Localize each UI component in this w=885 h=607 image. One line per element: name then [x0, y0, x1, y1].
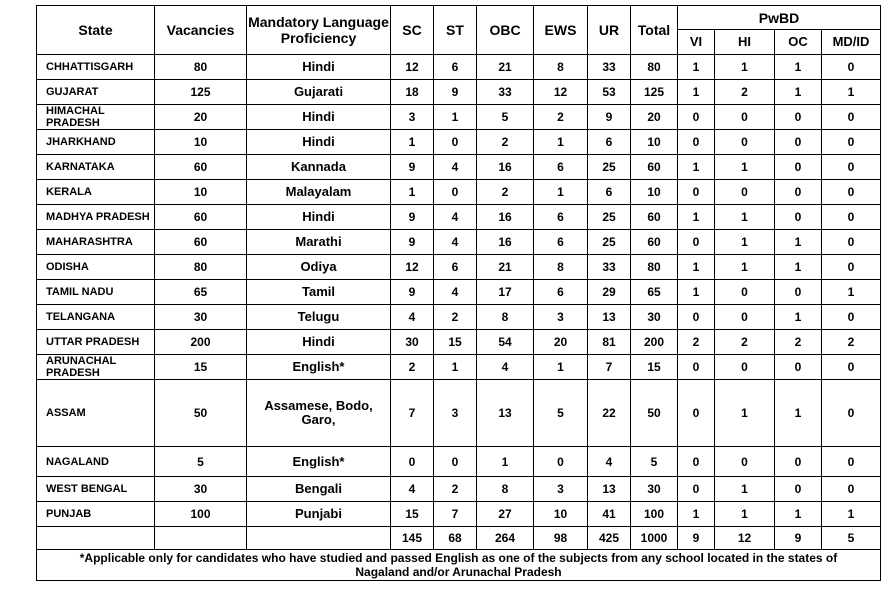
cell-vacancies: 15 [155, 355, 247, 380]
cell-state: GUJARAT [37, 80, 155, 105]
cell-language: Tamil [247, 280, 391, 305]
cell-st: 4 [434, 230, 477, 255]
cell-st: 0 [434, 130, 477, 155]
cell-total: 100 [631, 502, 678, 527]
cell-mdid: 1 [822, 502, 881, 527]
cell-oc: 0 [775, 477, 822, 502]
cell-hi: 2 [715, 330, 775, 355]
cell-obc: 16 [477, 230, 534, 255]
cell-vacancies: 20 [155, 105, 247, 130]
table-row [37, 130, 881, 155]
cell-oc: 0 [775, 130, 822, 155]
cell-ews: 3 [534, 477, 588, 502]
cell-ur: 25 [588, 230, 631, 255]
total-total: 1000 [631, 527, 678, 550]
cell-obc: 27 [477, 502, 534, 527]
cell-ur: 7 [588, 355, 631, 380]
cell-ews: 1 [534, 130, 588, 155]
table-row [37, 380, 881, 447]
header-obc: OBC [477, 6, 534, 55]
cell-language: Hindi [247, 55, 391, 80]
header-ur: UR [588, 6, 631, 55]
cell-hi: 0 [715, 447, 775, 477]
cell-hi: 0 [715, 305, 775, 330]
cell-vacancies: 10 [155, 180, 247, 205]
cell-vacancies: 100 [155, 502, 247, 527]
cell-language: Gujarati [247, 80, 391, 105]
total-st: 68 [434, 527, 477, 550]
table-row [37, 447, 881, 477]
cell-ews: 3 [534, 305, 588, 330]
cell-mdid: 0 [822, 477, 881, 502]
table-row [37, 280, 881, 305]
cell-vacancies: 30 [155, 305, 247, 330]
cell-vi: 0 [678, 477, 715, 502]
cell-st: 15 [434, 330, 477, 355]
cell-obc: 2 [477, 180, 534, 205]
footnote: *Applicable only for candidates who have studied and passed English as one of the subjects from any school located in the states of Nagaland and/or Arunachal Pradesh [37, 550, 881, 581]
cell-language: Kannada [247, 155, 391, 180]
cell-language: Assamese, Bodo, Garo, [247, 380, 391, 447]
table-header [37, 6, 881, 55]
cell-hi: 2 [715, 80, 775, 105]
table-row [37, 205, 881, 230]
cell-st: 2 [434, 305, 477, 330]
cell-vi: 0 [678, 130, 715, 155]
cell-sc: 1 [391, 130, 434, 155]
cell-ur: 13 [588, 477, 631, 502]
cell-sc: 12 [391, 255, 434, 280]
cell-state: ARUNACHAL PRADESH [37, 355, 155, 380]
cell-hi: 1 [715, 155, 775, 180]
cell-hi: 0 [715, 355, 775, 380]
table-row [37, 155, 881, 180]
cell-total: 15 [631, 355, 678, 380]
cell-oc: 1 [775, 305, 822, 330]
cell-vi: 1 [678, 255, 715, 280]
cell-sc: 30 [391, 330, 434, 355]
cell-total: 65 [631, 280, 678, 305]
table-row [37, 305, 881, 330]
cell-ur: 81 [588, 330, 631, 355]
cell-total: 20 [631, 105, 678, 130]
total-obc: 264 [477, 527, 534, 550]
table-row [37, 55, 881, 80]
table-footer [37, 527, 881, 581]
cell-st: 4 [434, 205, 477, 230]
cell-ews: 6 [534, 230, 588, 255]
cell-vi: 0 [678, 447, 715, 477]
cell-vi: 0 [678, 355, 715, 380]
cell-sc: 9 [391, 205, 434, 230]
cell-st: 0 [434, 180, 477, 205]
cell-vi: 1 [678, 502, 715, 527]
cell-obc: 16 [477, 155, 534, 180]
cell-language: English* [247, 355, 391, 380]
header-sc: SC [391, 6, 434, 55]
cell-ews: 20 [534, 330, 588, 355]
cell-language: Hindi [247, 330, 391, 355]
cell-total: 60 [631, 230, 678, 255]
cell-ur: 25 [588, 155, 631, 180]
cell-total: 5 [631, 447, 678, 477]
cell-ur: 13 [588, 305, 631, 330]
cell-obc: 4 [477, 355, 534, 380]
cell-state: ODISHA [37, 255, 155, 280]
cell-ur: 53 [588, 80, 631, 105]
cell-vacancies: 125 [155, 80, 247, 105]
cell-obc: 5 [477, 105, 534, 130]
cell-vacancies: 50 [155, 380, 247, 447]
header-total: Total [631, 6, 678, 55]
header-ews: EWS [534, 6, 588, 55]
cell-total: 30 [631, 305, 678, 330]
cell-obc: 21 [477, 255, 534, 280]
cell-language: Hindi [247, 130, 391, 155]
cell-total: 80 [631, 55, 678, 80]
cell-ur: 4 [588, 447, 631, 477]
cell-sc: 1 [391, 180, 434, 205]
cell-oc: 1 [775, 502, 822, 527]
cell-vi: 0 [678, 305, 715, 330]
cell-st: 4 [434, 280, 477, 305]
cell-ews: 5 [534, 380, 588, 447]
cell-st: 2 [434, 477, 477, 502]
cell-st: 9 [434, 80, 477, 105]
cell-sc: 18 [391, 80, 434, 105]
table-row [37, 105, 881, 130]
cell-sc: 12 [391, 55, 434, 80]
cell-total: 60 [631, 205, 678, 230]
cell-ur: 6 [588, 130, 631, 155]
cell-language: Marathi [247, 230, 391, 255]
cell-oc: 0 [775, 447, 822, 477]
totals-blank-vacancies [155, 527, 247, 550]
cell-state: JHARKHAND [37, 130, 155, 155]
cell-ur: 33 [588, 55, 631, 80]
cell-language: Hindi [247, 105, 391, 130]
cell-vacancies: 200 [155, 330, 247, 355]
cell-language: Odiya [247, 255, 391, 280]
cell-ews: 0 [534, 447, 588, 477]
cell-mdid: 0 [822, 180, 881, 205]
cell-oc: 0 [775, 205, 822, 230]
total-ews: 98 [534, 527, 588, 550]
header-vacancies: Vacancies [155, 6, 247, 55]
cell-ews: 6 [534, 280, 588, 305]
totals-blank-language [247, 527, 391, 550]
cell-st: 1 [434, 105, 477, 130]
cell-ews: 6 [534, 205, 588, 230]
cell-mdid: 0 [822, 255, 881, 280]
table-row [37, 180, 881, 205]
cell-language: Malayalam [247, 180, 391, 205]
cell-st: 1 [434, 355, 477, 380]
cell-obc: 8 [477, 305, 534, 330]
cell-obc: 21 [477, 55, 534, 80]
cell-mdid: 2 [822, 330, 881, 355]
cell-ur: 6 [588, 180, 631, 205]
cell-hi: 1 [715, 380, 775, 447]
cell-vi: 1 [678, 155, 715, 180]
cell-oc: 1 [775, 230, 822, 255]
cell-hi: 0 [715, 105, 775, 130]
cell-obc: 2 [477, 130, 534, 155]
cell-mdid: 0 [822, 230, 881, 255]
header-mdid: MD/ID [822, 30, 881, 55]
cell-sc: 2 [391, 355, 434, 380]
cell-ur: 33 [588, 255, 631, 280]
table-row [37, 330, 881, 355]
cell-ews: 2 [534, 105, 588, 130]
cell-mdid: 0 [822, 380, 881, 447]
total-hi: 12 [715, 527, 775, 550]
cell-mdid: 0 [822, 447, 881, 477]
cell-oc: 1 [775, 80, 822, 105]
total-vi: 9 [678, 527, 715, 550]
header-oc: OC [775, 30, 822, 55]
cell-vi: 0 [678, 380, 715, 447]
cell-state: KARNATAKA [37, 155, 155, 180]
cell-state: WEST BENGAL [37, 477, 155, 502]
cell-sc: 9 [391, 280, 434, 305]
header-vi: VI [678, 30, 715, 55]
cell-ews: 10 [534, 502, 588, 527]
cell-obc: 1 [477, 447, 534, 477]
total-ur: 425 [588, 527, 631, 550]
cell-ews: 1 [534, 180, 588, 205]
cell-sc: 3 [391, 105, 434, 130]
total-sc: 145 [391, 527, 434, 550]
cell-ur: 22 [588, 380, 631, 447]
cell-hi: 1 [715, 255, 775, 280]
cell-vacancies: 80 [155, 55, 247, 80]
cell-hi: 0 [715, 280, 775, 305]
cell-mdid: 0 [822, 205, 881, 230]
cell-ur: 41 [588, 502, 631, 527]
cell-language: Bengali [247, 477, 391, 502]
cell-obc: 13 [477, 380, 534, 447]
cell-oc: 0 [775, 280, 822, 305]
total-mdid: 5 [822, 527, 881, 550]
cell-hi: 0 [715, 130, 775, 155]
cell-mdid: 0 [822, 305, 881, 330]
cell-ur: 25 [588, 205, 631, 230]
cell-sc: 9 [391, 155, 434, 180]
cell-state: PUNJAB [37, 502, 155, 527]
cell-hi: 1 [715, 477, 775, 502]
header-pwbd: PwBD [678, 6, 881, 30]
cell-st: 7 [434, 502, 477, 527]
cell-vi: 1 [678, 55, 715, 80]
cell-vi: 0 [678, 180, 715, 205]
cell-vacancies: 65 [155, 280, 247, 305]
cell-hi: 1 [715, 55, 775, 80]
cell-ews: 1 [534, 355, 588, 380]
cell-oc: 1 [775, 55, 822, 80]
cell-sc: 4 [391, 477, 434, 502]
cell-ews: 12 [534, 80, 588, 105]
total-oc: 9 [775, 527, 822, 550]
cell-mdid: 0 [822, 355, 881, 380]
cell-mdid: 0 [822, 105, 881, 130]
cell-obc: 16 [477, 205, 534, 230]
cell-vi: 0 [678, 105, 715, 130]
cell-obc: 8 [477, 477, 534, 502]
cell-vacancies: 10 [155, 130, 247, 155]
cell-st: 3 [434, 380, 477, 447]
cell-obc: 54 [477, 330, 534, 355]
vacancy-table [36, 5, 881, 581]
cell-language: Hindi [247, 205, 391, 230]
cell-state: MADHYA PRADESH [37, 205, 155, 230]
cell-ews: 8 [534, 55, 588, 80]
cell-vi: 1 [678, 205, 715, 230]
cell-ews: 6 [534, 155, 588, 180]
cell-vacancies: 30 [155, 477, 247, 502]
cell-obc: 17 [477, 280, 534, 305]
cell-hi: 1 [715, 502, 775, 527]
cell-total: 200 [631, 330, 678, 355]
cell-sc: 9 [391, 230, 434, 255]
cell-total: 80 [631, 255, 678, 280]
cell-vacancies: 80 [155, 255, 247, 280]
cell-vacancies: 60 [155, 155, 247, 180]
cell-obc: 33 [477, 80, 534, 105]
cell-ur: 9 [588, 105, 631, 130]
cell-state: NAGALAND [37, 447, 155, 477]
cell-oc: 0 [775, 355, 822, 380]
table-row [37, 355, 881, 380]
cell-total: 125 [631, 80, 678, 105]
cell-oc: 1 [775, 255, 822, 280]
cell-state: HIMACHAL PRADESH [37, 105, 155, 130]
cell-language: English* [247, 447, 391, 477]
header-hi: HI [715, 30, 775, 55]
cell-vi: 0 [678, 230, 715, 255]
cell-st: 6 [434, 55, 477, 80]
cell-sc: 4 [391, 305, 434, 330]
table-body [37, 55, 881, 527]
cell-st: 6 [434, 255, 477, 280]
cell-state: TELANGANA [37, 305, 155, 330]
cell-state: KERALA [37, 180, 155, 205]
cell-vacancies: 60 [155, 205, 247, 230]
table-row [37, 80, 881, 105]
header-st: ST [434, 6, 477, 55]
table-row [37, 477, 881, 502]
cell-st: 4 [434, 155, 477, 180]
cell-vi: 1 [678, 80, 715, 105]
totals-blank-state [37, 527, 155, 550]
cell-oc: 2 [775, 330, 822, 355]
cell-oc: 0 [775, 105, 822, 130]
cell-state: TAMIL NADU [37, 280, 155, 305]
cell-state: MAHARASHTRA [37, 230, 155, 255]
cell-vacancies: 5 [155, 447, 247, 477]
cell-hi: 1 [715, 205, 775, 230]
cell-state: CHHATTISGARH [37, 55, 155, 80]
table-row [37, 230, 881, 255]
cell-total: 30 [631, 477, 678, 502]
cell-mdid: 1 [822, 280, 881, 305]
cell-hi: 1 [715, 230, 775, 255]
cell-oc: 0 [775, 180, 822, 205]
totals-row [37, 527, 881, 550]
cell-vi: 1 [678, 280, 715, 305]
cell-sc: 7 [391, 380, 434, 447]
cell-total: 60 [631, 155, 678, 180]
cell-total: 50 [631, 380, 678, 447]
cell-sc: 15 [391, 502, 434, 527]
cell-ews: 8 [534, 255, 588, 280]
cell-state: ASSAM [37, 380, 155, 447]
cell-mdid: 1 [822, 80, 881, 105]
cell-mdid: 0 [822, 55, 881, 80]
cell-hi: 0 [715, 180, 775, 205]
cell-oc: 0 [775, 155, 822, 180]
cell-language: Telugu [247, 305, 391, 330]
cell-sc: 0 [391, 447, 434, 477]
cell-oc: 1 [775, 380, 822, 447]
cell-mdid: 0 [822, 130, 881, 155]
cell-vacancies: 60 [155, 230, 247, 255]
cell-state: UTTAR PRADESH [37, 330, 155, 355]
cell-mdid: 0 [822, 155, 881, 180]
cell-vi: 2 [678, 330, 715, 355]
table-row [37, 255, 881, 280]
cell-total: 10 [631, 130, 678, 155]
cell-ur: 29 [588, 280, 631, 305]
footnote-row [37, 550, 881, 581]
cell-total: 10 [631, 180, 678, 205]
header-state: State [37, 6, 155, 55]
header-language: Mandatory Language Proficiency [247, 6, 391, 55]
cell-language: Punjabi [247, 502, 391, 527]
cell-st: 0 [434, 447, 477, 477]
table-row [37, 502, 881, 527]
